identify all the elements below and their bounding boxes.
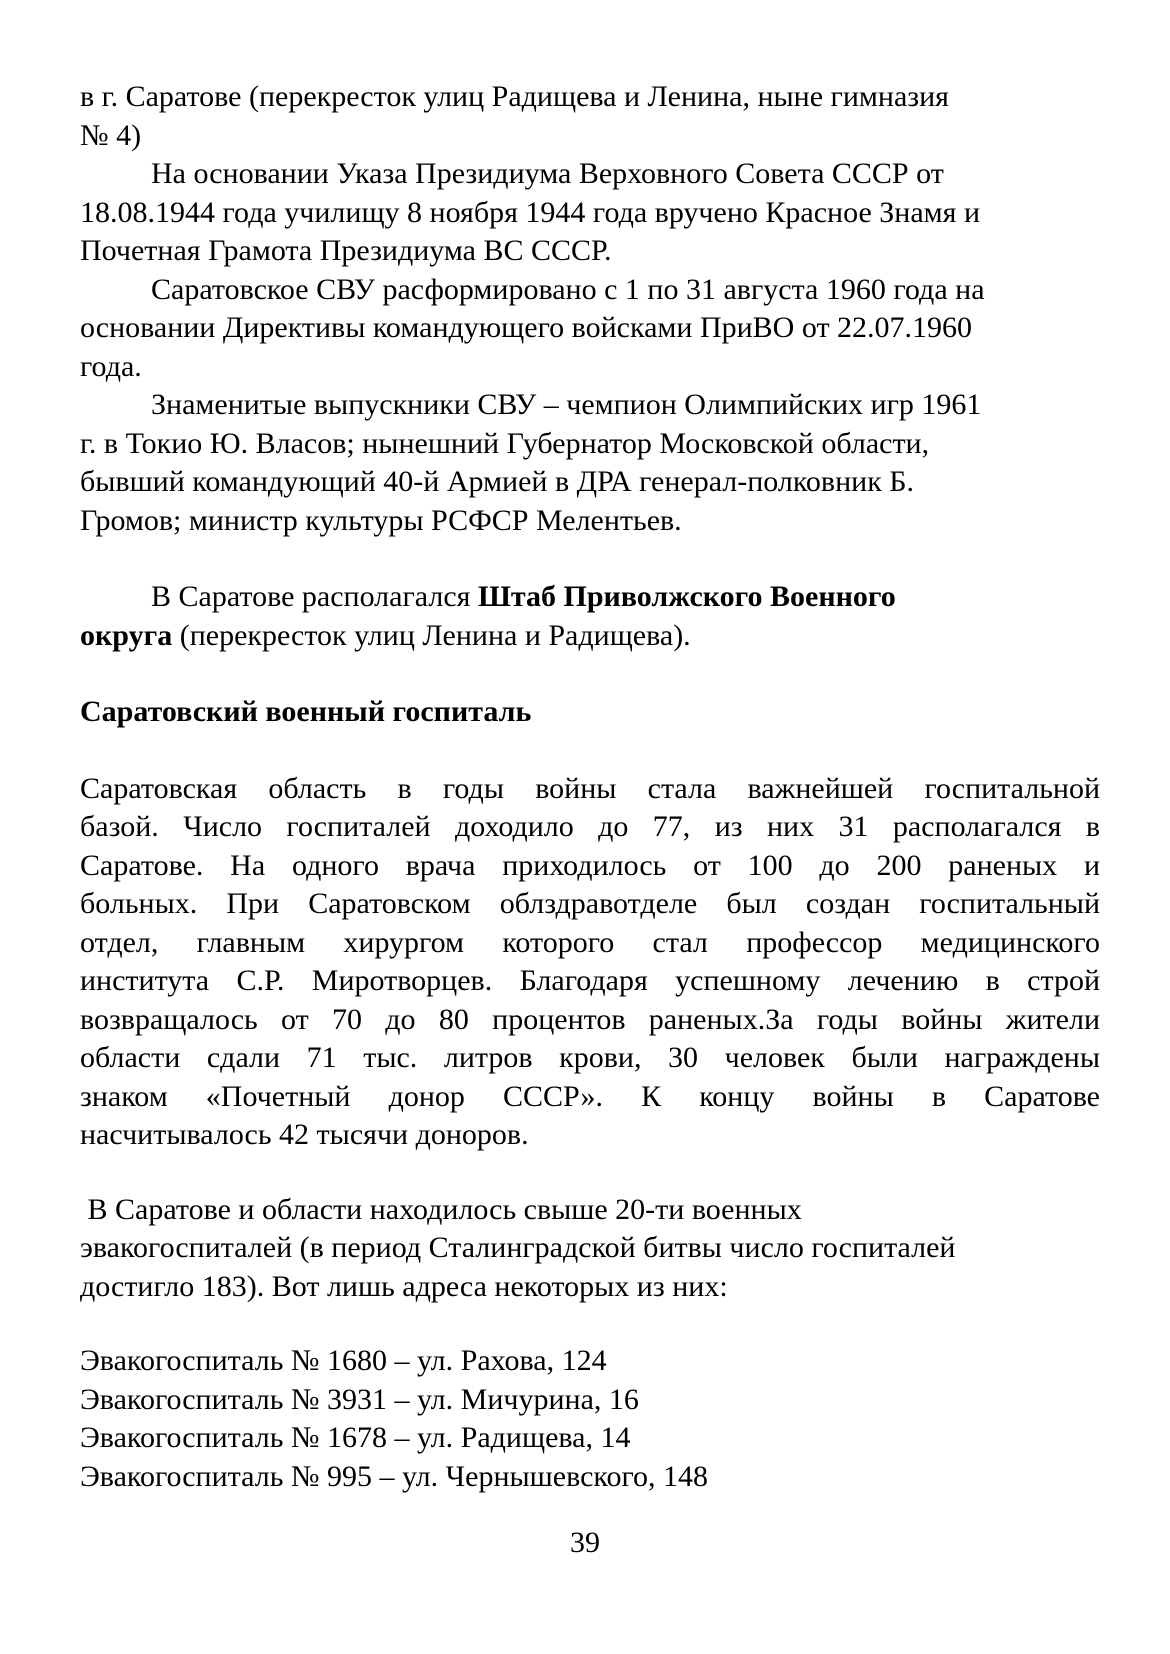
- text-line: Саратове. На одного врача приходилось от 100 до 200 раненых и: [80, 848, 1100, 882]
- text-line: [80, 578, 1100, 617]
- text-line: Знаменитые выпускники СВУ – чемпион Олимпийских игр 1961: [151, 388, 982, 421]
- hq-suffix: (перекресток улиц Ленина и Радищева).: [172, 618, 691, 652]
- text-line: базой. Число госпиталей доходило до 77, из них 31 располагался в: [80, 810, 1100, 843]
- paragraph-gap: [80, 655, 1100, 693]
- paragraph-gap: [80, 732, 1100, 770]
- text-line: года.: [80, 349, 142, 383]
- hq-paragraph: [80, 578, 1100, 655]
- paragraph-gap: [80, 1306, 1100, 1342]
- text-line: эвакогоспиталей (в период Сталинградской битвы число госпиталей: [80, 1231, 956, 1264]
- text-line: возвращалось от 70 до 80 процентов раненых.За годы войны жители: [80, 1002, 1100, 1036]
- text-line: в г. Саратове (перекресток улиц Радищева и Ленина, ныне гимназия: [80, 80, 949, 113]
- text-line: Саратовское СВУ расформировано с 1 по 31 августа 1960 года на: [151, 272, 985, 306]
- list-item: Эвакогоспиталь № 1680 – ул. Рахова, 124: [80, 1344, 607, 1377]
- text-line: больных. При Саратовском облздравотделе был создан госпитальный: [80, 887, 1100, 920]
- list-item: Эвакогоспиталь № 995 – ул. Чернышевского, 148: [80, 1459, 709, 1493]
- text-line: института С.Р. Миротворцев. Благодаря успешному лечению в строй: [80, 964, 1100, 997]
- paragraph-gap: [80, 1155, 1100, 1191]
- text-line: 18.08.1944 года училищу 8 ноября 1944 года вручено Красное Знамя и: [80, 195, 980, 229]
- intro-paragraph: [80, 78, 1100, 155]
- list-item: Эвакогоспиталь № 3931 – ул. Мичурина, 16: [80, 1382, 639, 1416]
- hospital-paragraph: [80, 770, 1100, 1155]
- graduates-paragraph: [80, 386, 1100, 540]
- text-line: основании Директивы командующего войсками ПриВО от 22.07.1960: [80, 311, 973, 344]
- disband-paragraph: [80, 271, 1100, 387]
- page-content: [80, 78, 1100, 1496]
- hq-bold-title: Штаб Приволжского Военного: [477, 580, 896, 613]
- evac-paragraph: [80, 1191, 1100, 1307]
- award-paragraph: [80, 155, 1100, 271]
- text-line: отдел, главным хирургом которого стал профессор медицинского: [80, 925, 1100, 959]
- list-item: Эвакогоспиталь № 1678 – ул. Радищева, 14: [80, 1421, 631, 1454]
- text-line: В Саратове и области находилось свыше 20-ти военных: [80, 1192, 802, 1226]
- page-number: 39: [570, 1526, 600, 1559]
- text-line: достигло 183). Вот лишь адреса некоторых из них:: [80, 1269, 728, 1303]
- text-line: Почетная Грамота Президиума ВС СССР.: [80, 234, 612, 267]
- text-line: г. в Токио Ю. Власов; нынешний Губернатор Московской области,: [80, 426, 930, 460]
- text-line: На основании Указа Президиума Верховного Совета СССР от: [151, 157, 944, 190]
- text-line: [80, 617, 1100, 656]
- text-line: бывший командующий 40-й Армией в ДРА генерал-полковник Б.: [80, 465, 915, 498]
- text-line: знаком «Почетный донор СССР». К концу войны в Саратове: [80, 1079, 1100, 1113]
- text-line: насчитывалось 42 тысячи доноров.: [80, 1118, 529, 1151]
- hq-bold-title-end: округа: [80, 618, 173, 652]
- hospitals-list: [80, 1342, 1100, 1496]
- text-line: Саратовская область в годы войны стала важнейшей госпитальной: [80, 771, 1100, 805]
- hq-prefix: В Саратове располагался: [151, 580, 478, 613]
- text-line: Громов; министр культуры РСФСР Мелентьев.: [80, 503, 682, 537]
- text-line: области сдали 71 тыс. литров крови, 30 человек были награждены: [80, 1041, 1100, 1074]
- paragraph-gap: [80, 540, 1100, 578]
- text-line: № 4): [80, 118, 142, 152]
- section-heading: Саратовский военный госпиталь: [80, 695, 532, 728]
